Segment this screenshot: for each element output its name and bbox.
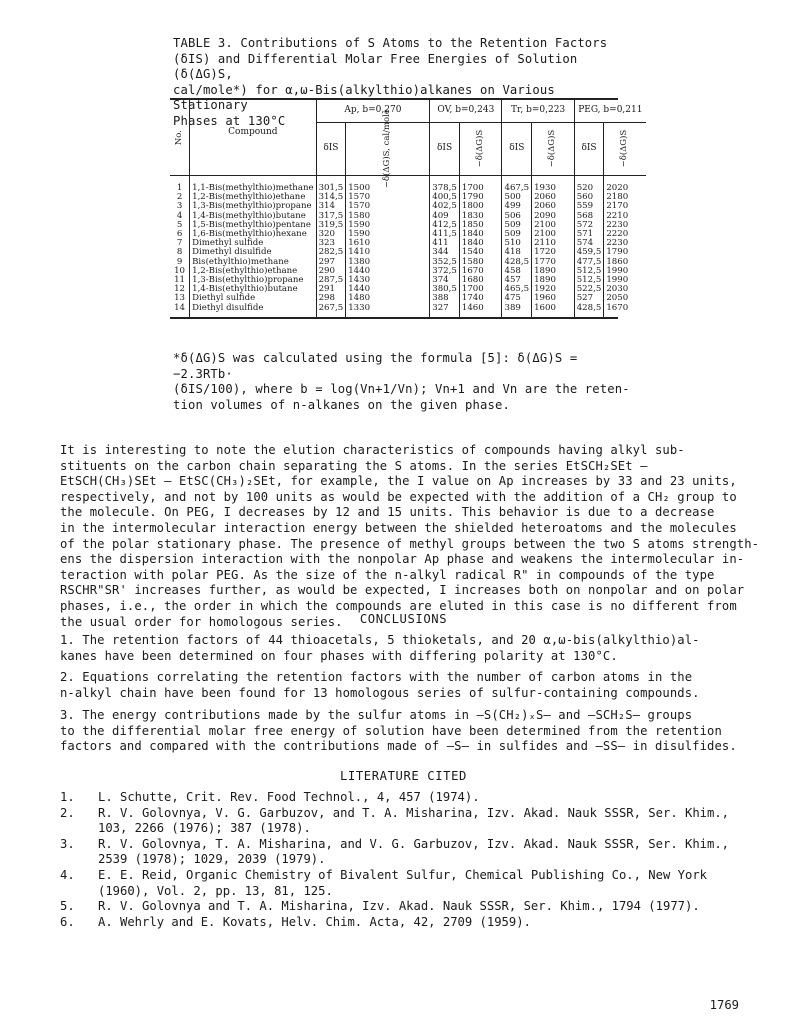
table-cell: 314,5 [316,193,346,202]
table-cell: 522,5 [574,285,604,294]
table-cell: 1670 [604,304,646,317]
table-cell: 467,5 [502,176,532,194]
table-cell: 1920 [532,285,575,294]
table-cell: 1330 [346,304,430,317]
table-cell: 1590 [346,230,430,239]
table-cell: 1670 [459,267,502,276]
reference-item [60,868,760,899]
table-cell: 2110 [532,239,575,248]
row-number: 8 [176,247,183,258]
table-cell: 1440 [346,267,430,276]
table-footnote: *δ(ΔG)S was calculated using the formula [5]: δ(ΔG)S = −2.3RTb· (δIS/100), where b = log(Vn+1/Vn); Vn+1 and Vn are the reten- tion volumes of n-alkanes on the given phase. [173,351,630,412]
conclusions-heading: CONCLUSIONS [359,612,448,626]
table-cell: 320 [316,230,346,239]
table-cell: 499 [502,202,532,211]
table-cell: 510 [502,239,532,248]
table-cell: 477,5 [574,258,604,267]
row-number: 5 [176,219,183,230]
table-cell: 457 [502,276,532,285]
table-cell: 412,5 [430,221,460,230]
table-cell: 1480 [346,294,430,303]
table-cell: 327 [430,304,460,317]
sub-di-tr: δIS [502,123,532,176]
table-cell: 380,5 [430,285,460,294]
table-cell: 298 [316,294,346,303]
table-3 [170,98,643,319]
compound-name: Diethyl disulfide [190,304,316,317]
reference-text: R. V. Golovnya and T. A. Misharina, Izv. Akad. Nauk SSSR, Ser. Khim., 1794 (1977). [98,899,700,914]
body-paragraph: It is interesting to note the elution characteristics of compounds having alkyl sub- stituents on the carbon chain separating the S atoms. In the series EtSCH₂SEt — EtSCH(CH₃)SEt — EtSC(CH₃)₂SEt, for example, the I value on Ap increases by 33 and 23 units, respectively, and not by 100 units as would be expected with the addition of a CH₂ group to the molecule. On PEG, I decreases by 12 and 15 units. This behavior is due to a decrease in the intermolecular interaction energy between the shielded heteroatoms and the molecules of the polar stationary phase. The presence of methyl groups between the two S atoms strength- ens the dispersion interaction with the nonpolar Ap phase and weakens the intermolecular in- teraction with polar PEG. As the size of the n-alkyl radical R" in compounds of the type RSCHR"SR' increases further, as would be expected, I increases both on nonpolar and on polar phases, i.e., the order in which the compounds are eluted in this case is no different from the usual order for homologous series. [60,443,760,629]
table-cell: 1700 [459,176,502,194]
table-cell: 267,5 [316,304,346,317]
table-cell: 458 [502,267,532,276]
row-number: 3 [176,201,183,212]
compound-name: 1,2-Bis(ethylthio)ethane [190,267,316,276]
table-cell: 301,5 [316,176,346,194]
row-number: 1 [176,183,183,193]
compound-name: 1,5-Bis(methylthio)pentane [190,221,316,230]
table-cell: 1430 [346,276,430,285]
compound-name: 1,6-Bis(methylthio)hexane [190,230,316,239]
table-cell: 1960 [532,294,575,303]
compound-name: 1,4-Bis(methylthio)butane [190,212,316,221]
table-body [170,176,646,317]
sub-dg-tr: −δ(ΔG)S [532,123,575,176]
table-cell: 2020 [604,176,646,194]
reference-number: 5. [60,899,75,914]
table-cell: 574 [574,239,604,248]
row-number: 11 [174,275,186,286]
reference-item [60,790,760,806]
table-cell: 282,5 [316,248,346,257]
table-cell: 1800 [459,202,502,211]
table-cell: 459,5 [574,248,604,257]
table-cell: 509 [502,230,532,239]
table-cell: 1700 [459,285,502,294]
sub-dg-ap: −δ(ΔG)S, cal/mole [346,123,430,176]
table-cell: 344 [430,248,460,257]
reference-text: R. V. Golovnya, T. A. Misharina, and V. G. Garbuzov, Izv. Akad. Nauk SSSR, Ser. Khim., 2539 (1978); 1029, 2039 (1979). [98,836,730,867]
table-cell: 400,5 [430,193,460,202]
table-cell: 1540 [459,248,502,257]
table-cell: 568 [574,212,604,221]
table-cell: 317,5 [316,212,346,221]
table-cell: 372,5 [430,267,460,276]
row-number: 13 [174,293,186,304]
table-cell: 2180 [604,193,646,202]
phase-header-peg: PEG, b=0,211 [574,100,646,123]
reference-number: 3. [60,836,75,851]
table-cell: 323 [316,239,346,248]
sub-di-ov: δIS [430,123,460,176]
table-cell: 287,5 [316,276,346,285]
reference-item [60,837,760,868]
reference-text: L. Schutte, Crit. Rev. Food Technol., 4, 457 (1974). [98,790,480,804]
reference-number: 2. [60,805,75,820]
reference-number: 1. [60,790,75,804]
table-cell: 1840 [459,239,502,248]
table-row [170,176,646,194]
table-cell: 2100 [532,230,575,239]
table-cell: 509 [502,221,532,230]
table-cell: 2100 [532,221,575,230]
table-cell: 409 [430,212,460,221]
table-cell: 506 [502,212,532,221]
table-cell: 1580 [459,258,502,267]
reference-item [60,806,760,837]
reference-number: 6. [60,914,75,929]
table-bottom-rule [170,317,618,319]
row-number: 6 [176,229,183,240]
table-cell: 1790 [604,248,646,257]
table-cell: 2170 [604,202,646,211]
conclusion-3: 3. The energy contributions made by the sulfur atoms in —S(CH₂)ₓS— and —SCH₂S— groups to the differential molar free energy of solution have been determined from the retention factors and compared with the contributions made of —S— in sulfides and —SS— in disulfides. [60,708,737,754]
reference-item [60,915,760,931]
table-cell: 1460 [459,304,502,317]
compound-name: 1,3-Bis(ethylthio)propane [190,276,316,285]
table-cell: 512,5 [574,276,604,285]
table-cell: 319,5 [316,221,346,230]
phase-header-ov: OV, b=0,243 [430,100,502,123]
table-cell: 428,5 [502,258,532,267]
phase-header-tr: Tr, b=0,223 [502,100,574,123]
table-cell: 1770 [532,258,575,267]
compound-name: 1,3-Bis(methylthio)propane [190,202,316,211]
table-cell: 572 [574,221,604,230]
table-cell: 1990 [604,267,646,276]
row-number: 14 [174,302,186,313]
reference-text: R. V. Golovnya, V. G. Garbuzov, and T. A. Misharina, Izv. Akad. Nauk SSSR, Ser. Khim., 103, 2266 (1976); 387 (1978). [98,805,730,836]
row-number: 2 [176,192,183,203]
table-cell: 2220 [604,230,646,239]
table-cell: 1890 [532,267,575,276]
compound-name: 1,2-Bis(methylthio)ethane [190,193,316,202]
col-no-header: No. [170,100,190,176]
table-cell: 2090 [532,212,575,221]
table-cell: 389 [502,304,532,317]
table-cell: 378,5 [430,176,460,194]
page-number: 1769 [709,998,739,1013]
conclusion-2: 2. Equations correlating the retention factors with the number of carbon atoms in the n-alkyl chain have been found for 13 homologous series of sulfur-containing compounds. [60,670,700,700]
table-cell: 411,5 [430,230,460,239]
compound-name: Dimethyl sulfide [190,239,316,248]
retention-table [170,100,646,317]
table-cell: 1990 [604,276,646,285]
sub-dg-peg: −δ(ΔG)S [604,123,646,176]
table-cell: 2210 [604,212,646,221]
table-cell: 1890 [532,276,575,285]
reference-text: A. Wehrly and E. Kovats, Helv. Chim. Acta, 42, 2709 (1959). [98,914,531,929]
table-cell: 2230 [604,239,646,248]
table-cell: 465,5 [502,285,532,294]
row-number: 10 [174,265,186,276]
table-cell: 1570 [346,193,430,202]
table-cell: 1860 [604,258,646,267]
table-cell: 2230 [604,221,646,230]
table-cell: 290 [316,267,346,276]
compound-name: 1,4-Bis(ethylthio)butane [190,285,316,294]
table-cell: 512,5 [574,267,604,276]
reference-item [60,899,760,915]
reference-text: E. E. Reid, Organic Chemistry of Bivalent Sulfur, Chemical Publishing Co., New York (1960), Vol. 2, pp. 13, 81, 125. [98,867,708,898]
table-cell: 1930 [532,176,575,194]
table-cell: 1790 [459,193,502,202]
table-cell: 1840 [459,230,502,239]
table-cell: 1570 [346,202,430,211]
table-cell: 2060 [532,202,575,211]
row-number: 7 [176,238,183,249]
compound-name: Dimethyl disulfide [190,248,316,257]
table-cell: 1580 [346,212,430,221]
table-cell: 411 [430,239,460,248]
row-number: 4 [176,210,183,221]
table-cell: 1610 [346,239,430,248]
conclusion-1: 1. The retention factors of 44 thioacetals, 5 thioketals, and 20 α,ω-bis(alkylthio)al- kanes have been determined on four phases with differing polarity at 130°C. [60,633,700,663]
table-cell: 374 [430,276,460,285]
table-row [170,304,646,317]
reference-list [60,790,760,930]
table-cell: 1600 [532,304,575,317]
table-cell: 314 [316,202,346,211]
table-cell: 2060 [532,193,575,202]
sub-di-ap: δIS [316,123,346,176]
table-cell: 560 [574,193,604,202]
col-compound-header: Compound [190,100,316,176]
table-caption: TABLE 3. Contributions of S Atoms to the Retention Factors (δIS) and Differential Molar Free Energies of Solution (δ(ΔG)S, cal/mole*) for α,ω-Bis(alkylthio)alkanes on Various Stationary Phases at 130°C [173,36,608,128]
table-cell: 1500 [346,176,430,194]
table-cell: 520 [574,176,604,194]
table-cell: 1590 [346,221,430,230]
table-cell: 559 [574,202,604,211]
table-cell: 527 [574,294,604,303]
table-cell: 1740 [459,294,502,303]
table-cell: 2050 [604,294,646,303]
compound-name: Bis(ethylthio)methane [190,258,316,267]
table-cell: 388 [430,294,460,303]
table-cell: 1850 [459,221,502,230]
table-cell: 1830 [459,212,502,221]
reference-number: 4. [60,867,75,882]
table-cell: 500 [502,193,532,202]
table-cell: 1380 [346,258,430,267]
table-cell: 352,5 [430,258,460,267]
literature-heading: LITERATURE CITED [340,769,467,783]
compound-name: Diethyl sulfide [190,294,316,303]
table-cell: 1680 [459,276,502,285]
table-cell: 475 [502,294,532,303]
row-number: 12 [174,284,186,295]
table-cell: 291 [316,285,346,294]
table-cell: 402,5 [430,202,460,211]
table-cell: 1440 [346,285,430,294]
phase-header-ap: Ap, b=0,270 [316,100,430,123]
table-cell: 418 [502,248,532,257]
row-number: 9 [176,256,183,267]
sub-di-peg: δIS [574,123,604,176]
sub-dg-ov: −δ(ΔG)S [459,123,502,176]
table-cell: 1410 [346,248,430,257]
table-cell: 571 [574,230,604,239]
compound-name: 1,1-Bis(methylthio)methane [190,176,316,194]
table-cell: 297 [316,258,346,267]
table-cell: 1720 [532,248,575,257]
table-cell: 2030 [604,285,646,294]
table-cell: 428,5 [574,304,604,317]
